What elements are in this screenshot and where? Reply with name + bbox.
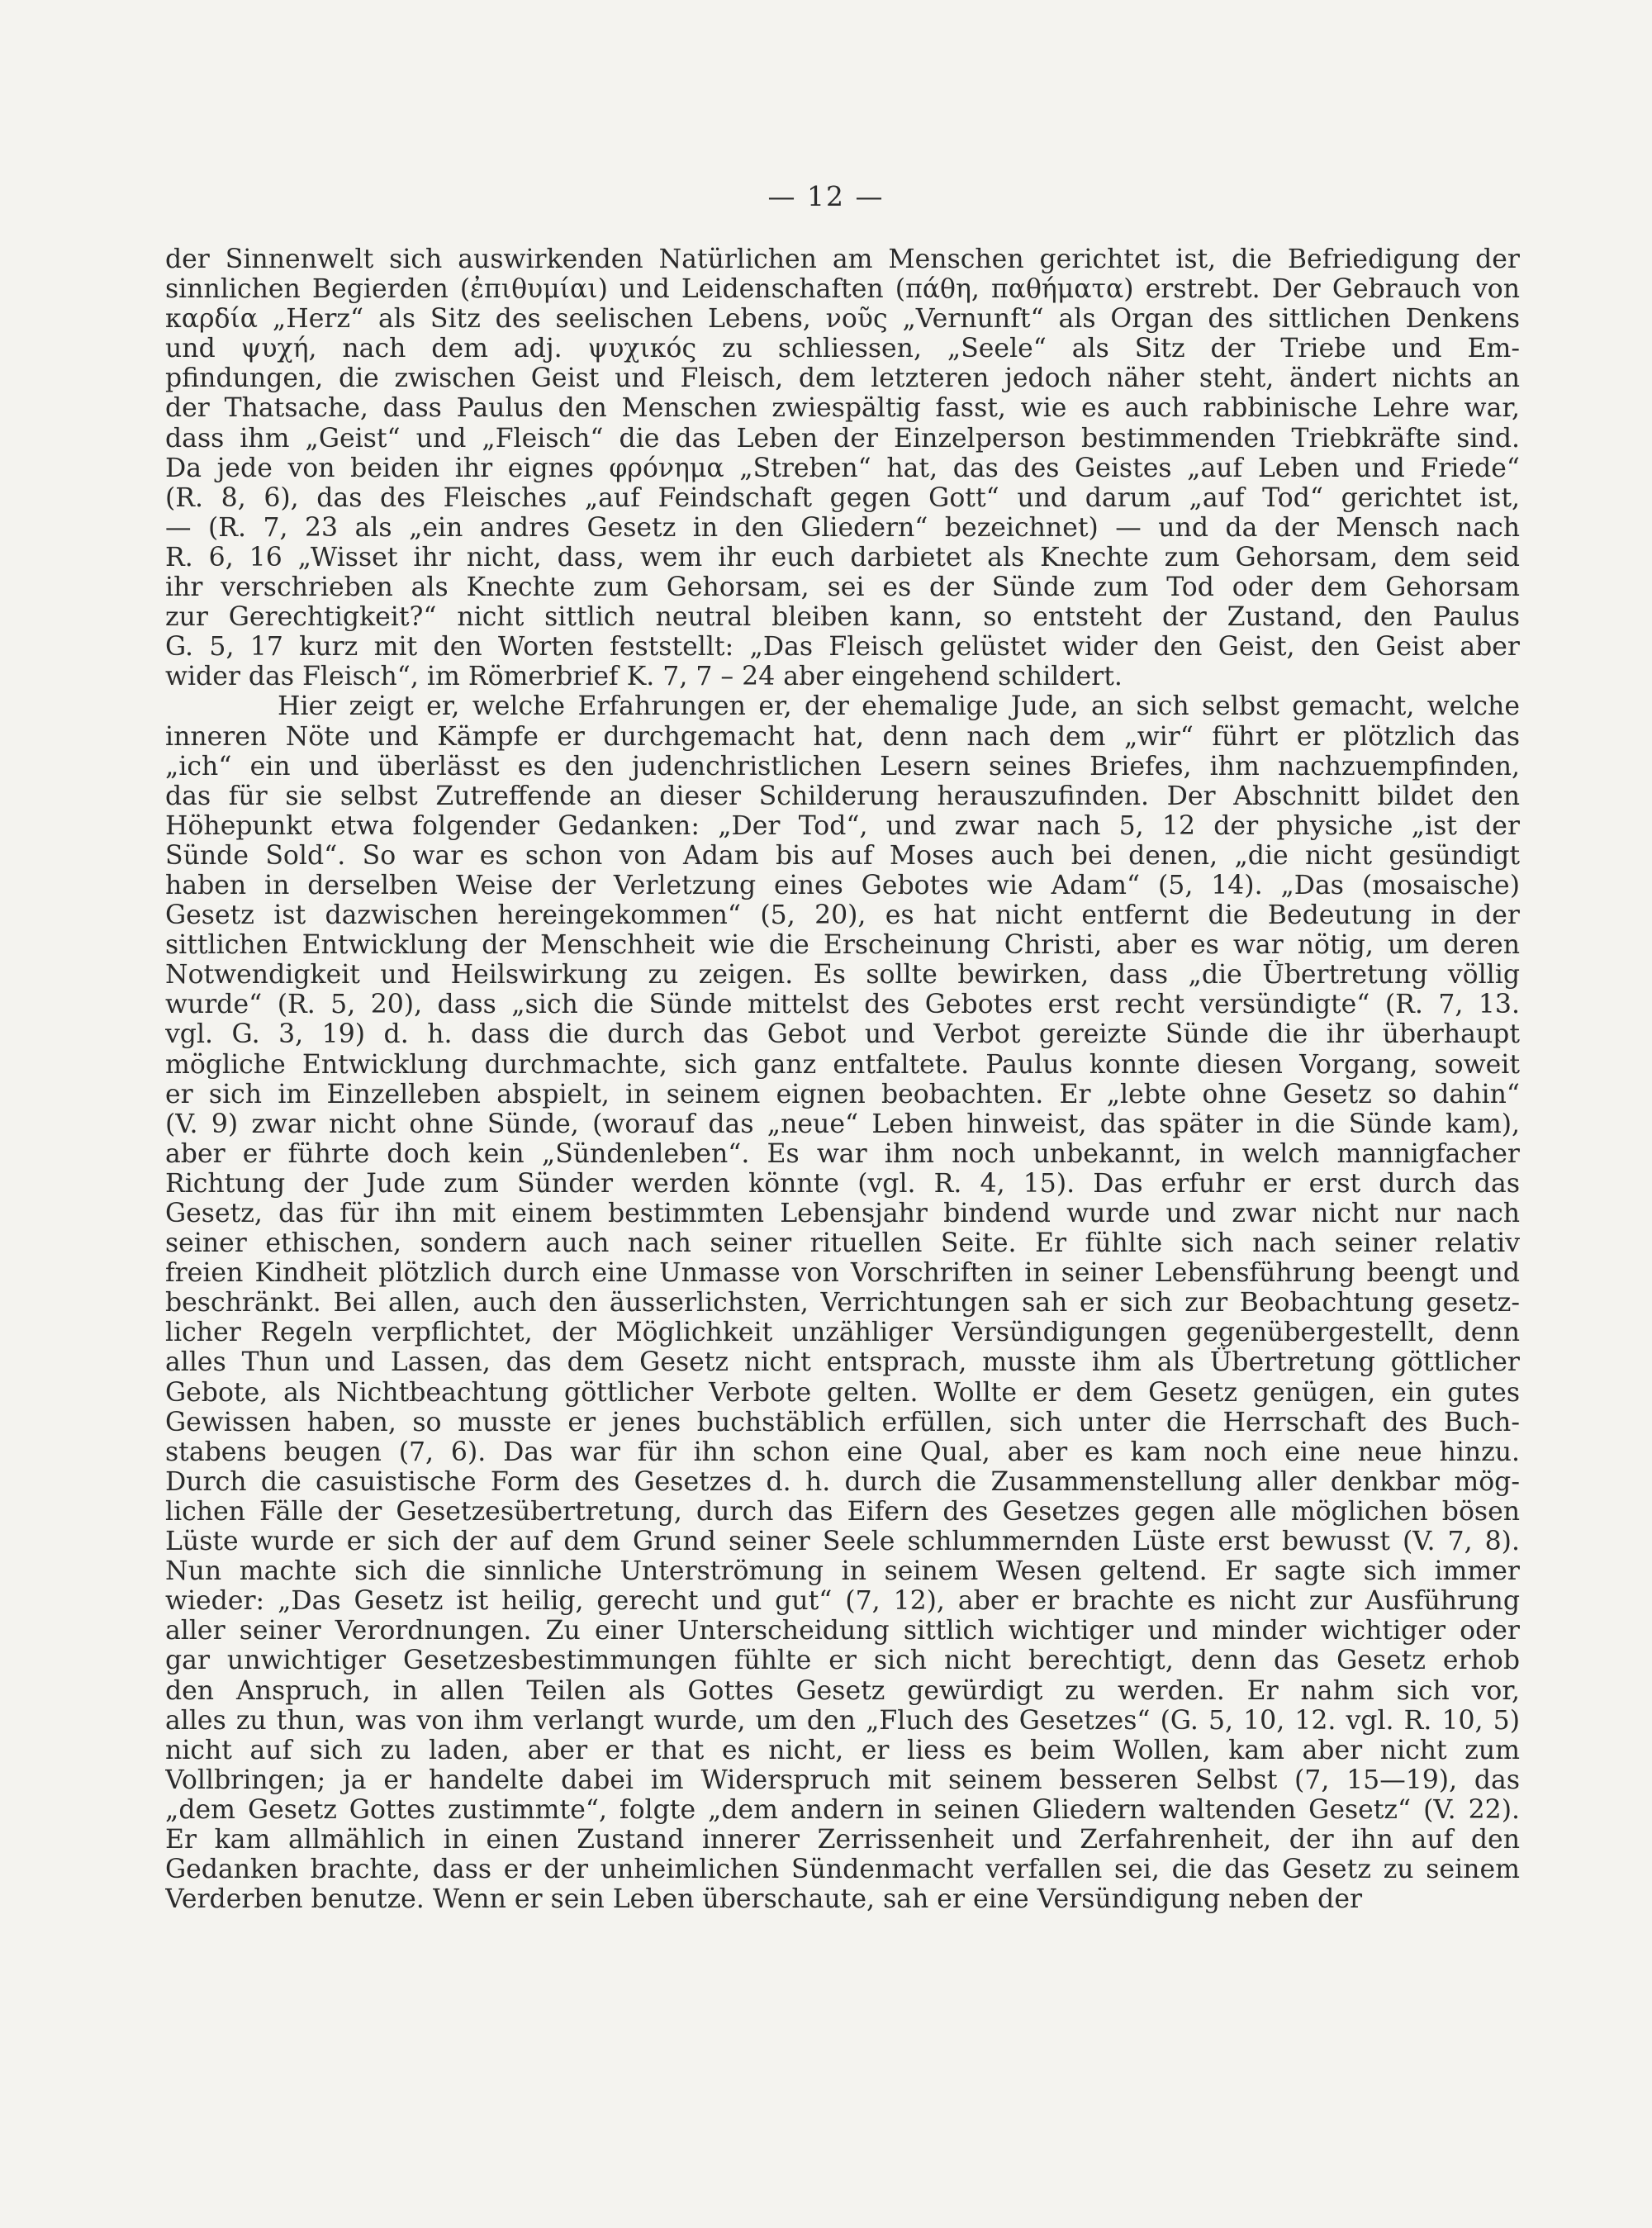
text-line: (V. 9) zwar nicht ohne Sünde, (worauf das „neue“ Leben hinweist, das später in die Sünde kam), [165,1109,1520,1139]
text-line: den Anspruch, in allen Teilen als Gottes Gesetz gewürdigt zu werden. Er nahm sich vor, [165,1675,1520,1706]
text-line: R. 6, 16 „Wisset ihr nicht, dass, wem ihr euch darbietet als Knechte zum Gehorsam, dem seid [165,542,1520,572]
text-line: G. 5, 17 kurz mit den Worten feststellt: „Das Fleisch gelüstet wider den Geist, den Geist aber [165,632,1520,663]
text-line: Notwendigkeit und Heilswirkung zu zeigen. Es sollte bewirken, dass „die Übertretung völlig [165,960,1520,990]
body-text [165,245,1520,1914]
text-line: wurde“ (R. 5, 20), dass „sich die Sünde mittelst des Gebotes erst recht versündigte“ (R. 7, 13. [165,990,1520,1020]
text-line: gar unwichtiger Gesetzesbestimmungen fühlte er sich nicht berechtigt, denn das Gesetz erhob [165,1646,1520,1676]
text-line: Richtung der Jude zum Sünder werden könnte (vgl. R. 4, 15). Das erfuhr er erst durch das [165,1168,1520,1199]
text-line: sinnlichen Begierden (ἐπιθυμίαι) und Leidenschaften (πάθη, παθήματα) erstrebt. Der Gebrauch von [165,274,1520,305]
text-line: Durch die casuistische Form des Gesetzes d. h. durch die Zusammenstellung aller denkbar mög- [165,1466,1520,1497]
text-line: alles zu thun, was von ihm verlangt wurde, um den „Fluch des Gesetzes“ (G. 5, 10, 12. vgl. R. 10, 5) [165,1705,1520,1736]
text-line: stabens beugen (7, 6). Das war für ihn schon eine Qual, aber es kam noch eine neue hinzu. [165,1437,1520,1467]
text-line: lichen Fälle der Gesetzesübertretung, durch das Eifern des Gesetzes gegen alle möglichen bösen [165,1496,1520,1527]
text-line: inneren Nöte und Kämpfe er durchgemacht hat, denn nach dem „wir“ führt er plötzlich das [165,721,1520,752]
text-line: „ich“ ein und überlässt es den judenchristlichen Lesern seines Briefes, ihm nachzuempfinden, [165,751,1520,781]
text-line: wider das Fleisch“, im Römerbrief K. 7, 7 – 24 aber eingehend schildert. [165,662,1123,692]
text-line: Gewissen haben, so musste er jenes buchstäblich erfüllen, sich unter die Herrschaft des Buch- [165,1407,1520,1437]
text-line: zur Gerechtigkeit?“ nicht sittlich neutral bleiben kann, so entsteht der Zustand, den Paulus [165,602,1520,633]
text-line: pfindungen, die zwischen Geist und Fleisch, dem letzteren jedoch näher steht, ändert nichts an [165,363,1520,394]
text-line: Gebote, als Nichtbeachtung göttlicher Verbote gelten. Wollte er dem Gesetz genügen, ein gutes [165,1377,1520,1408]
text-line: Höhepunkt etwa folgender Gedanken: „Der Tod“, und zwar nach 5, 12 der physiche „ist der [165,810,1520,841]
text-line: Er kam allmählich in einen Zustand innerer Zerrissenheit und Zerfahrenheit, der ihn auf den [165,1824,1520,1855]
text-line: Gedanken brachte, dass er der unheimlichen Sündenmacht verfallen sei, die das Gesetz zu seinem [165,1855,1520,1885]
text-line: licher Regeln verpflichtet, der Möglichkeit unzähliger Versündigungen gegenübergestellt, denn [165,1318,1520,1348]
text-line: dass ihm „Geist“ und „Fleisch“ die das Leben der Einzelperson bestimmenden Triebkräfte sind. [165,423,1520,454]
text-line: haben in derselben Weise der Verletzung eines Gebotes wie Adam“ (5, 14). „Das (mosaische) [165,870,1520,900]
text-line: Sünde Sold“. So war es schon von Adam bis auf Moses auch bei denen, „die nicht gesündigt [165,840,1520,871]
text-line: Hier zeigt er, welche Erfahrungen er, der ehemalige Jude, an sich selbst gemacht, welche [278,691,1520,722]
text-line: und ψυχή, nach dem adj. ψυχικός zu schliessen, „Seele“ als Sitz der Triebe und Em- [165,334,1520,364]
text-line: seiner ethischen, sondern auch nach seiner rituellen Seite. Er fühlte sich nach seiner relativ [165,1228,1520,1259]
text-line: aller seiner Verordnungen. Zu einer Unterscheidung sittlich wichtiger und minder wichtiger oder [165,1616,1520,1646]
text-line: nicht auf sich zu laden, aber er that es nicht, er liess es beim Wollen, kam aber nicht zum [165,1735,1520,1765]
text-line: — (R. 7, 23 als „ein andres Gesetz in den Gliedern“ bezeichnet) — und da der Mensch nach [165,512,1520,543]
text-line: freien Kindheit plötzlich durch eine Unmasse von Vorschriften in seiner Lebensführung beengt und [165,1258,1520,1289]
text-line: Gesetz ist dazwischen hereingekommen“ (5, 20), es hat nicht entfernt die Bedeutung in der [165,900,1520,931]
text-line: sittlichen Entwicklung der Menschheit wie die Erscheinung Christi, aber es war nötig, um deren [165,930,1520,961]
text-line: καρδία „Herz“ als Sitz des seelischen Lebens, νοῦς „Vernunft“ als Organ des sittlichen Denkens [165,304,1520,335]
text-line: (R. 8, 6), das des Fleisches „auf Feindschaft gegen Gott“ und darum „auf Tod“ gerichtet ist, [165,482,1520,513]
text-line: er sich im Einzelleben abspielt, in seinem eignen beobachten. Er „lebte ohne Gesetz so dahin“ [165,1079,1520,1109]
text-line: Gesetz, das für ihn mit einem bestimmten Lebensjahr bindend wurde und zwar nicht nur nach [165,1199,1520,1228]
text-line: alles Thun und Lassen, das dem Gesetz nicht entsprach, musste ihm als Übertretung göttlicher [165,1347,1520,1378]
text-line: Vollbringen; ja er handelte dabei im Widerspruch mit seinem besseren Selbst (7, 15—19), das [165,1765,1520,1795]
text-line: vgl. G. 3, 19) d. h. dass die durch das Gebot und Verbot gereizte Sünde die ihr überhaupt [165,1019,1520,1050]
text-line: aber er führte doch kein „Sündenleben“. Es war ihm noch unbekannt, in welch mannigfacher [165,1138,1520,1169]
text-line: ihr verschrieben als Knechte zum Gehorsam, sei es der Sünde zum Tod oder dem Gehorsam [165,572,1520,603]
text-line: Nun machte sich die sinnliche Unterströmung in seinem Wesen geltend. Er sagte sich immer [165,1556,1520,1587]
text-line: Lüste wurde er sich der auf dem Grund seiner Seele schlummernden Lüste erst bewusst (V. 7, 8). [165,1527,1520,1557]
text-line: der Sinnenwelt sich auswirkenden Natürlichen am Menschen gerichtet ist, die Befriedigung der [165,245,1520,274]
text-line: das für sie selbst Zutreffende an dieser Schilderung herauszufinden. Der Abschnitt bildet den [165,781,1520,811]
text-line: „dem Gesetz Gottes zustimmte“, folgte „dem andern in seinen Gliedern waltenden Gesetz“ (V. 22). [165,1794,1520,1825]
text-line: Verderben benutze. Wenn er sein Leben überschaute, sah er eine Versündigung neben der [165,1884,1363,1915]
page-number: — 12 — [767,180,885,212]
text-line: der Thatsache, dass Paulus den Menschen zwiespältig fasst, wie es auch rabbinische Lehre war, [165,393,1520,424]
text-line: mögliche Entwicklung durchmachte, sich ganz entfaltete. Paulus konnte diesen Vorgang, soweit [165,1049,1520,1080]
text-line: Da jede von beiden ihr eignes φρόνημα „Streben“ hat, das des Geistes „auf Leben und Friede“ [165,453,1520,483]
text-line: beschränkt. Bei allen, auch den äusserlichsten, Verrichtungen sah er sich zur Beobachtung gesetz- [165,1288,1520,1318]
text-line: wieder: „Das Gesetz ist heilig, gerecht und gut“ (7, 12), aber er brachte es nicht zur Ausführung [165,1586,1520,1617]
